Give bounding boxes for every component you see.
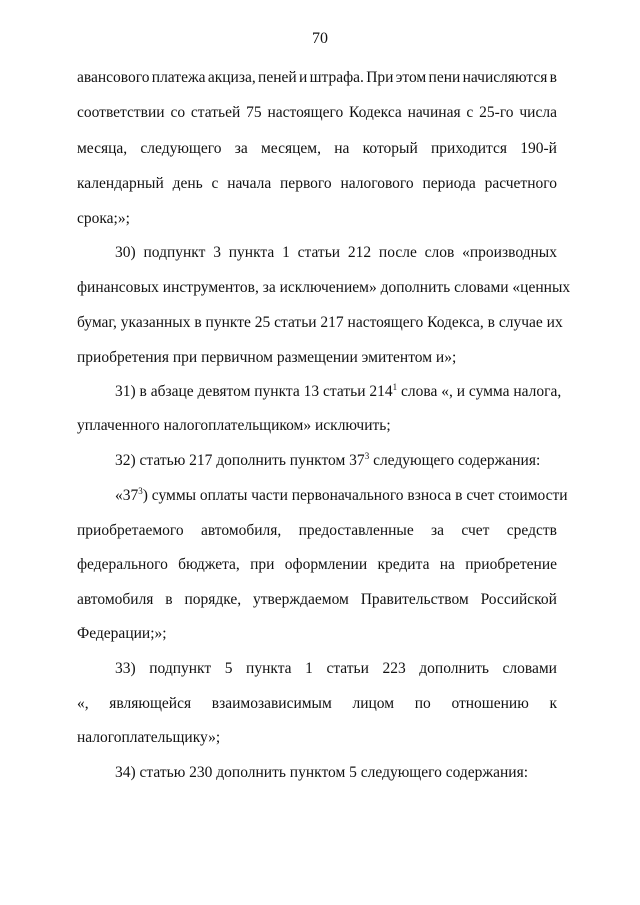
word: налогового — [340, 175, 414, 192]
word: по — [414, 695, 431, 712]
word: статьи — [326, 660, 369, 677]
word: месяцем, — [261, 140, 321, 157]
text-line — [115, 486, 568, 506]
word: 30) — [115, 244, 136, 261]
text-line — [77, 555, 557, 575]
superscript: 1 — [392, 382, 398, 392]
word: лицом — [352, 695, 395, 712]
superscript: 3 — [364, 451, 370, 461]
word: и — [298, 69, 308, 86]
word: за — [234, 140, 248, 157]
word: первого — [280, 175, 332, 192]
text-line: приобретения при первичном размещении эмитентом и»; — [77, 349, 457, 366]
word: словами — [502, 660, 557, 677]
word: статьи — [297, 244, 341, 261]
word: следующего — [140, 140, 222, 157]
word: Российской — [480, 591, 557, 608]
word: начиная — [407, 104, 461, 121]
word: за — [431, 522, 445, 539]
word: Правительством — [360, 591, 469, 608]
word: При — [366, 69, 394, 86]
word: Кодекса — [349, 104, 402, 121]
word: 5 — [224, 660, 233, 677]
word: бюджета, — [178, 556, 240, 573]
text-line — [77, 139, 557, 159]
text-line — [77, 68, 557, 88]
word: порядке, — [184, 591, 242, 608]
word: пункта — [246, 660, 292, 677]
text-line — [77, 174, 557, 194]
word: дополнить — [419, 660, 489, 677]
text-fragment: «37 — [115, 487, 139, 504]
text-line — [115, 382, 561, 402]
word: 212 — [347, 244, 372, 261]
word: 33) — [115, 660, 136, 677]
word: соответствии — [77, 104, 165, 121]
text-line: бумаг, указанных в пункте 25 статьи 217 настоящего Кодекса, в случае их — [77, 314, 563, 331]
word: расчетного — [484, 175, 557, 192]
word: подпункт — [143, 244, 206, 261]
word: автомобиля — [77, 591, 154, 608]
word: акциза, — [207, 69, 256, 86]
word: автомобиля, — [200, 522, 282, 539]
word: подпункт — [149, 660, 212, 677]
text-line: Федерации;»; — [77, 625, 167, 642]
text-line: 34) статью 230 дополнить пунктом 5 следующего содержания: — [115, 764, 529, 781]
superscript: 3 — [138, 486, 143, 496]
word: при — [250, 556, 275, 573]
text-fragment: 32) статью 217 дополнить пунктом 37 — [115, 452, 365, 469]
word: с — [211, 175, 219, 192]
word: 1 — [305, 660, 313, 677]
word: «, — [77, 695, 89, 712]
word: статьей — [190, 104, 241, 121]
word: начисляются — [462, 69, 548, 86]
word: в — [165, 591, 173, 608]
text-line: срока;»; — [77, 210, 130, 227]
word: со — [170, 104, 186, 121]
word: 3 — [213, 244, 221, 261]
page-number: 70 — [312, 30, 328, 47]
word: счет — [461, 522, 490, 539]
word: настоящего — [267, 104, 344, 121]
word: с — [466, 104, 474, 121]
text-fragment: 31) в абзаце девятом пункта 13 статьи 214 — [115, 383, 393, 400]
word: приобретаемого — [77, 522, 184, 539]
text-fragment: следующего содержания: — [369, 452, 541, 469]
word: слов — [424, 244, 455, 261]
word: месяца, — [77, 140, 128, 157]
word: 190-й — [520, 140, 557, 157]
text-line — [77, 694, 557, 714]
word: средств — [506, 522, 557, 539]
word: периода — [422, 175, 476, 192]
text-line — [77, 521, 557, 541]
word: кредита — [377, 556, 430, 573]
word: в — [549, 69, 557, 86]
word: на — [439, 556, 455, 573]
word: отношению — [451, 695, 529, 712]
text-line — [77, 103, 557, 123]
word: после — [378, 244, 417, 261]
word: на — [334, 140, 350, 157]
word: этом — [395, 69, 427, 86]
word: 25-го — [479, 104, 514, 121]
word: начала — [227, 175, 272, 192]
word: пункта — [228, 244, 275, 261]
word: 223 — [382, 660, 406, 677]
word: «производных — [462, 244, 557, 261]
word: 1 — [282, 244, 290, 261]
word: день — [172, 175, 203, 192]
word: взаимозависимым — [211, 695, 332, 712]
text-line: финансовых инструментов, за исключением» дополнить словами «ценных — [77, 279, 571, 296]
text-line — [115, 243, 557, 263]
word: оформлении — [284, 556, 368, 573]
word: утверждаемом — [253, 591, 349, 608]
word: календарный — [77, 175, 164, 192]
text-fragment: слова «, и сумма налога, — [397, 383, 562, 400]
text-line — [115, 659, 557, 679]
text-fragment: ) суммы оплаты части первоначального взноса в счет стоимости — [142, 487, 568, 504]
word: пеней — [258, 69, 297, 86]
word: который — [362, 140, 418, 157]
word: платежа — [151, 69, 206, 86]
word: приходится — [431, 140, 507, 157]
word: федерального — [77, 556, 168, 573]
word: предоставленные — [298, 522, 414, 539]
word: штрафа. — [309, 69, 364, 86]
text-line: уплаченного налогоплательщиком» исключить; — [77, 417, 391, 434]
word: пени — [428, 69, 461, 86]
text-line — [115, 451, 540, 471]
text-line: налогоплательщику»; — [77, 729, 221, 746]
word: авансового — [77, 69, 150, 86]
word: числа — [519, 104, 557, 121]
word: приобретение — [465, 556, 557, 573]
word: 75 — [246, 104, 262, 121]
text-line — [77, 590, 557, 610]
word: к — [549, 695, 557, 712]
word: являющейся — [109, 695, 192, 712]
